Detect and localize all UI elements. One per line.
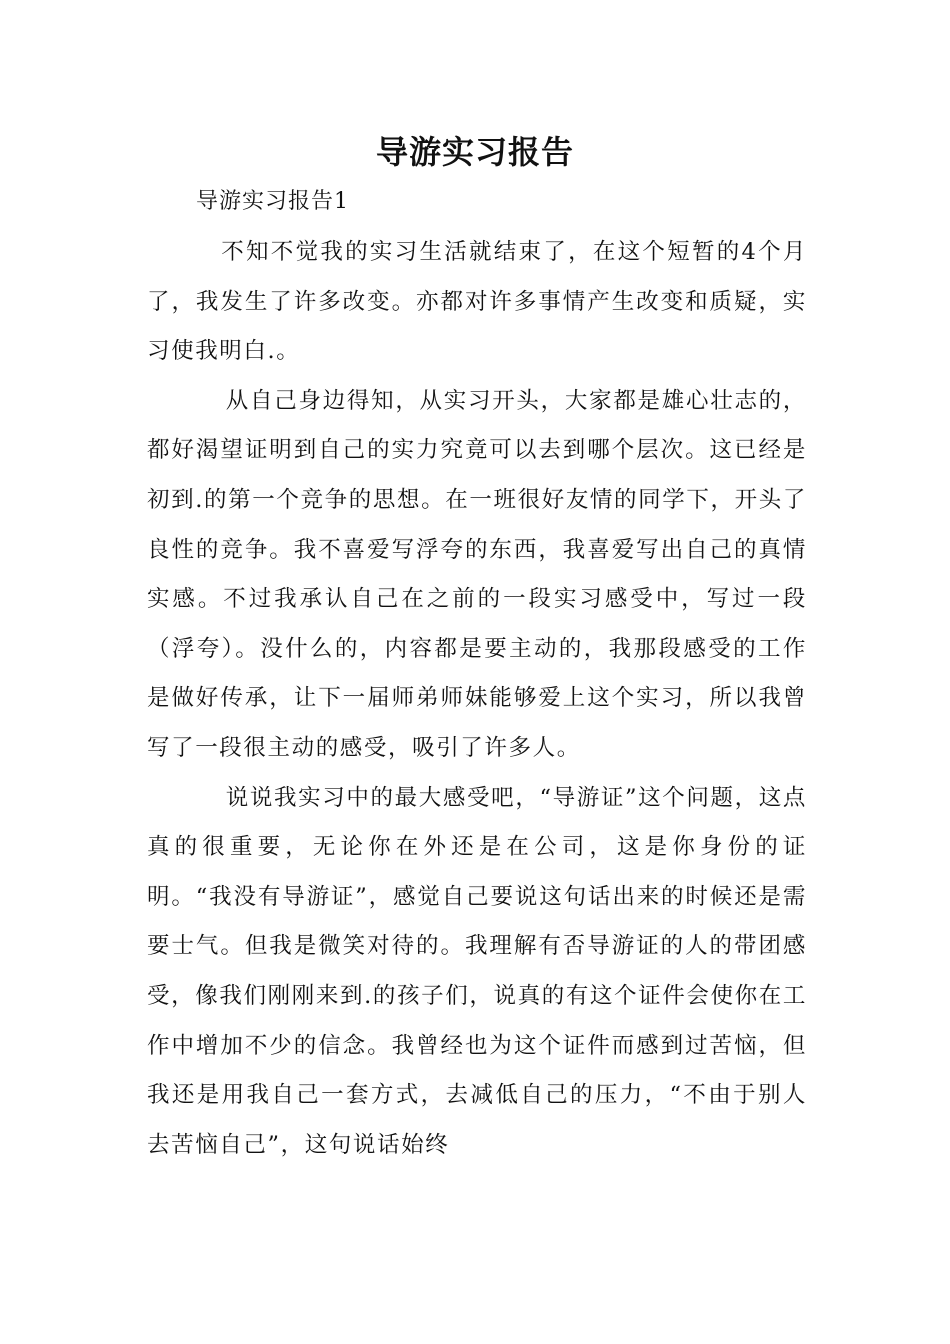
paragraph-2: 从自己身边得知，从实习开头，大家都是雄心壮志的，都好渴望证明到自己的实力究竟可以去到哪个层次。这已经是初到.的第一个竞争的思想。在一班很好友情的同学下，开头了良性的竞争。我不喜爱写浮夸的东西，我喜爱写出自己的真情实感。不过我承认自己在之前的一段实习感受中，写过一段（浮夸）。没什么的，内容都是要主动的，我那段感受的工作是做好传承，让下一届师弟师妹能够爱上这个实习，所以我曾写了一段很主动的感受，吸引了许多人。 (147, 387, 807, 761)
paragraph-3: 说说我实习中的最大感受吧，“导游证”这个问题，这点真的很重要，无论你在外还是在公司，这是你身份的证明。“我没有导游证”，感觉自己要说这句话出来的时候还是需要士气。但我是微笑对待的。我理解有否导游证的人的带团感受，像我们刚刚来到.的孩子们，说真的有这个证件会使你在工作中增加不少的信念。我曾经也为这个证件而感到过苦恼，但我还是用我自己一套方式，去减低自己的压力，“不由于别人去苦恼自己”，这句说话始终 (147, 784, 807, 1158)
document-title: 导游实习报告 (375, 133, 574, 171)
paragraph-1: 不知不觉我的实习生活就结束了，在这个短暂的4个月了，我发生了许多改变。亦都对许多事情产生改变和质疑，实习使我明白.。 (147, 239, 807, 365)
document-subtitle: 导游实习报告1 (196, 189, 349, 214)
document-body (147, 228, 807, 1170)
